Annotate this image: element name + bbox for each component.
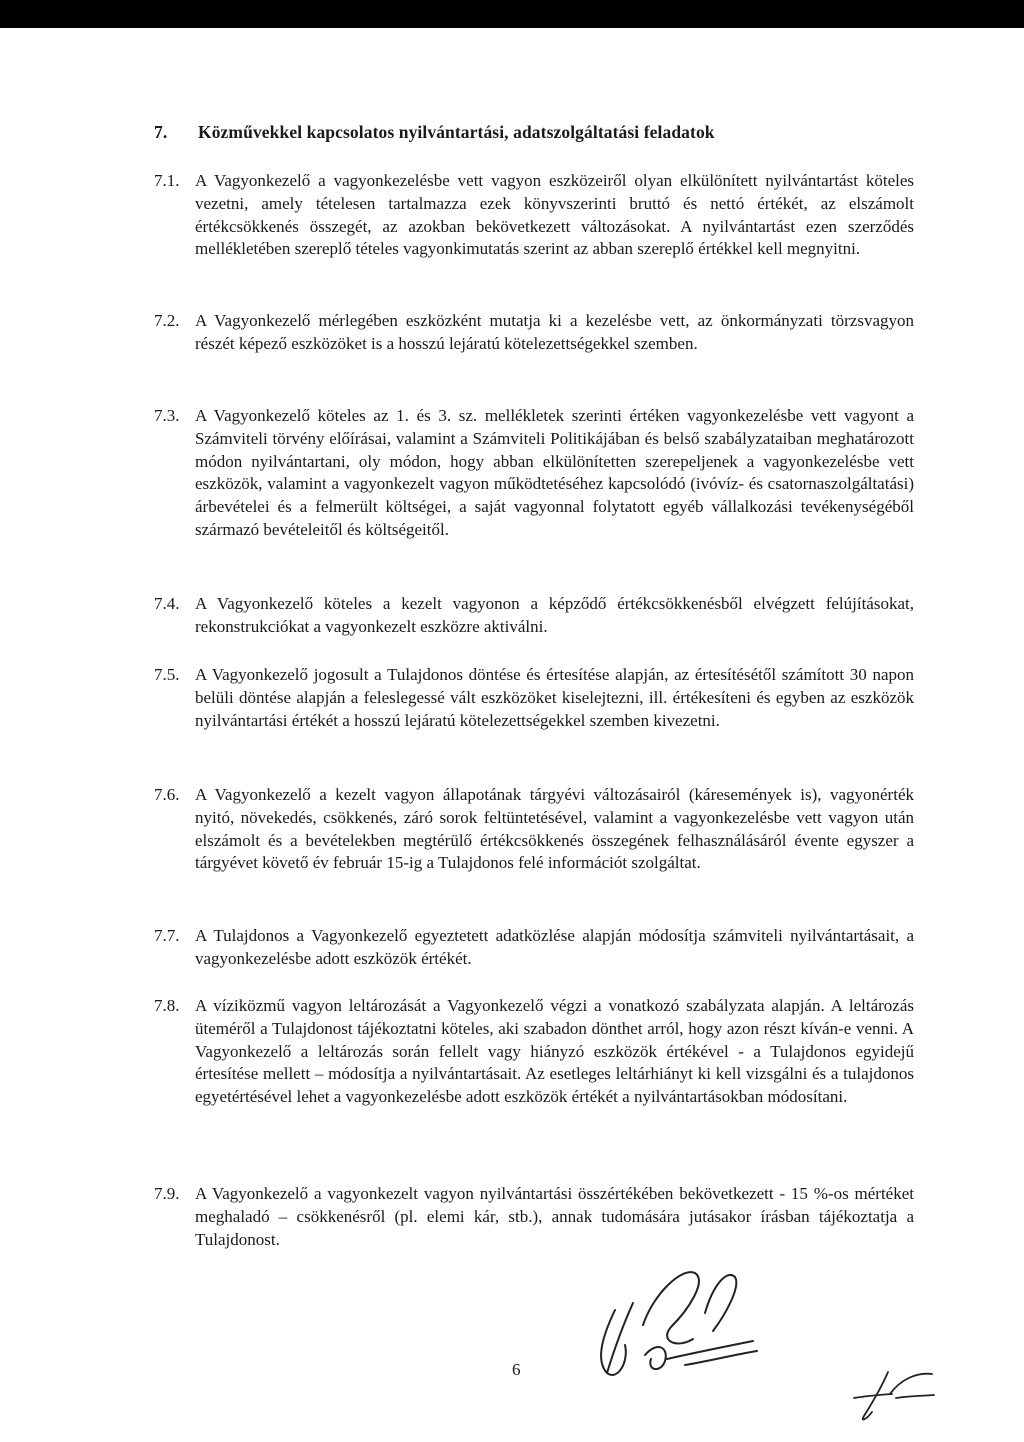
paragraph-text: A Vagyonkezelő a vagyonkezelésbe vett vagyon eszközeiről olyan elkülönített nyilvántartást köteles vezetni, amely tételesen tartalmazza ezek könyvszerinti bruttó és nettó értékét, az elszámolt értékcsökkenés összegét, az azokban bekövetkezett változásokat. A nyilvántartást ezen szerződés mellékletében szereplő tételes vagyonkimutatás szerint az abban szereplő értékkel kell megnyitni. bbox=[195, 171, 914, 259]
paragraph-number: 7.2. bbox=[154, 311, 180, 330]
paragraph-text: A víziközmű vagyon leltározását a Vagyonkezelő végzi a vonatkozó szabályzata alapján. A leltározás üteméről a Tulajdonost tájékoztatni köteles, aki szabadon dönthet arról, hogy azon részt kíván-e venni. A Vagyonkezelő a leltározás során fellelt vagy hiányzó eszközök értékével - a Tulajdonos egyidejű értesítése mellett – módosítja a nyilvántartásait. Az esetleges leltárhiányt ki kell vizsgálni és a tulajdonos egyetértésével lehet a vagyonkezelésbe adott eszközök értékét a nyilvántartásokban módosítani. bbox=[195, 996, 914, 1107]
handwritten-signature bbox=[585, 1255, 785, 1395]
paragraph-7-4 bbox=[154, 593, 914, 639]
page-number: 6 bbox=[512, 1360, 521, 1379]
initials-signature bbox=[848, 1368, 938, 1428]
paragraph-text: A Vagyonkezelő köteles az 1. és 3. sz. mellékletek szerinti értéken vagyonkezelésbe vett vagyont a Számviteli törvény előírásai, valamint a Számviteli Politikájában és belső szabályzataiban meghatározott módon nyilvántartani, oly módon, hogy abban elkülönítetten szerepeljenek a vagyonkezelésbe vett eszközök, valamint a vagyonkezelt vagyon működtetéséhez kapcsolódó (ivóvíz- és csatornaszolgáltatási) árbevételei és a felmerült költségei, a saját vagyonnal folytatott egyéb vállalkozási tevékenységéből származó bevételeitől és költségeitől. bbox=[195, 406, 914, 539]
paragraph-text: A Vagyonkezelő a kezelt vagyon állapotának tárgyévi változásairól (káresemények is), vagyonérték nyitó, növekedés, csökkenés, záró sorok feltüntetésével, valamint a vagyonkezelésbe vett vagyon után elszámolt és a bevételekben megtérülő értékcsökkenés összegének felhasználásáról évente egyszer a tárgyévet követő év február 15-ig a Tulajdonos felé információt szolgáltat. bbox=[195, 785, 914, 873]
paragraph-7-9 bbox=[154, 1183, 914, 1251]
paragraph-number: 7.3. bbox=[154, 406, 180, 425]
paragraph-number: 7.5. bbox=[154, 665, 180, 684]
paragraph-7-8 bbox=[154, 995, 914, 1109]
paragraph-7-3 bbox=[154, 405, 914, 542]
paragraph-text: A Tulajdonos a Vagyonkezelő egyeztetett adatközlése alapján módosítja számviteli nyilvántartásait, a vagyonkezelésbe adott eszközök értékét. bbox=[195, 926, 914, 968]
section-heading bbox=[154, 122, 854, 143]
paragraph-number: 7.6. bbox=[154, 785, 180, 804]
paragraph-number: 7.8. bbox=[154, 996, 180, 1015]
paragraph-text: A Vagyonkezelő jogosult a Tulajdonos döntése és értesítése alapján, az értesítésétől számított 30 napon belüli döntése alapján a feleslegessé vált eszközöket kiselejtezni, ill. értékesíteni és egyben az eszközök nyilvántartási értékét a hosszú lejáratú kötelezettségekkel szemben kivezetni. bbox=[195, 665, 914, 730]
scan-top-border bbox=[0, 0, 1024, 28]
paragraph-7-1 bbox=[154, 170, 914, 261]
paragraph-7-7 bbox=[154, 925, 914, 971]
paragraph-text: A Vagyonkezelő mérlegében eszközként mutatja ki a kezelésbe vett, az önkormányzati törzsvagyon részét képező eszközöket is a hosszú lejáratú kötelezettségekkel szemben. bbox=[195, 311, 914, 353]
paragraph-text: A Vagyonkezelő köteles a kezelt vagyonon a képződő értékcsökkenésből elvégzett felújításokat, rekonstrukciókat a vagyonkezelt eszközre aktiválni. bbox=[195, 594, 914, 636]
heading-title: Közművekkel kapcsolatos nyilvántartási, adatszolgáltatási feladatok bbox=[198, 122, 715, 142]
paragraph-text: A Vagyonkezelő a vagyonkezelt vagyon nyilvántartási összértékében bekövetkezett - 15 %-os mértéket meghaladó – csökkenésről (pl. elemi kár, stb.), annak tudomására jutásakor írásban tájékoztatja a Tulajdonost. bbox=[195, 1184, 914, 1249]
heading-number: 7. bbox=[154, 122, 168, 142]
paragraph-7-2 bbox=[154, 310, 914, 356]
paragraph-number: 7.9. bbox=[154, 1184, 180, 1203]
paragraph-7-6 bbox=[154, 784, 914, 875]
paragraph-number: 7.7. bbox=[154, 926, 180, 945]
paragraph-number: 7.1. bbox=[154, 171, 180, 190]
paragraph-number: 7.4. bbox=[154, 594, 180, 613]
paragraph-7-5 bbox=[154, 664, 914, 732]
